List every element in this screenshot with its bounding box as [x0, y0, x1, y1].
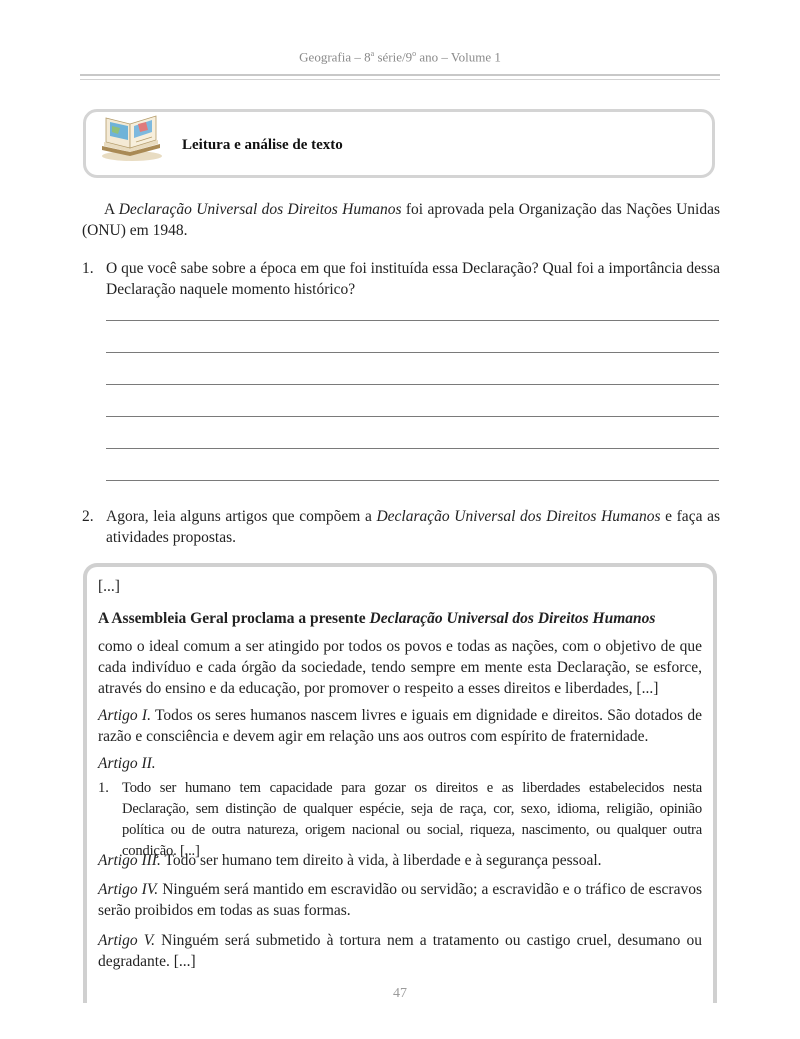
running-head-text: Geografia – 8: [299, 49, 371, 65]
article-3: Artigo III. Todo ser humano tem direito à vida, à liberdade e à segurança pessoal.: [98, 852, 602, 869]
question-number: 2.: [82, 508, 94, 525]
page-number: 47: [393, 986, 407, 1001]
header-rule: [80, 74, 720, 76]
article-1: Artigo I. Todos os seres humanos nascem livres e iguais em dignidade e direitos. São dotados de razão e consciência e devem agir em relação uns aos outros com espírito de fraternidade.: [98, 707, 702, 745]
article-label: Artigo IV.: [98, 881, 159, 898]
excerpt-heading: A Assembleia Geral proclama a presente Declaração Universal dos Direitos Humanos: [98, 610, 656, 627]
article-label: Artigo III.: [98, 852, 161, 869]
excerpt-ellipsis: [...]: [98, 578, 120, 595]
section-title: Leitura e análise de texto: [182, 137, 343, 153]
running-head: [0, 49, 800, 65]
question-2: [82, 506, 720, 548]
article-2-label: Artigo II.: [98, 755, 156, 772]
answer-line[interactable]: [106, 448, 719, 449]
declaration-title: Declaração Universal dos Direitos Humanos: [376, 508, 661, 525]
running-head-text: ano – Volume 1: [416, 49, 501, 65]
article-label: Artigo I.: [98, 707, 151, 724]
answer-line[interactable]: [106, 416, 719, 417]
question-number: 1.: [82, 260, 94, 277]
article-4: Artigo IV. Ninguém será mantido em escravidão ou servidão; a escravidão e o tráfico de escravos serão proibidos em todas as suas formas.: [98, 881, 702, 919]
question-text: Agora, leia alguns artigos que compõem a Declaração Universal dos Direitos Humanos e faça as atividades propostas.: [106, 508, 720, 546]
answer-line[interactable]: [106, 384, 719, 385]
header-rule-thin: [80, 79, 720, 80]
question-text: O que você sabe sobre a época em que foi instituída essa Declaração? Qual foi a importância dessa Declaração naquele momento histórico?: [106, 260, 720, 298]
section-header-box: [83, 109, 715, 178]
open-book-icon: [96, 106, 166, 164]
article-5: Artigo V. Ninguém será submetido à tortura nem a tratamento ou castigo cruel, desumano ou degradante. [...]: [98, 932, 702, 970]
running-head-text: série/9: [374, 49, 413, 65]
answer-line[interactable]: [106, 480, 719, 481]
answer-line[interactable]: [106, 352, 719, 353]
item-text: Todo ser humano tem capacidade para gozar os direitos e as liberdades estabelecidos nesta Declaração, sem distinção de qualquer espécie, seja de raça, cor, sexo, idioma, religião, opinião política ou de outra natureza, origem nacional ou social, riqueza, nascimento, ou qualquer outra condição. [...]: [122, 780, 702, 859]
article-label: Artigo V.: [98, 932, 156, 949]
ordinal-superscript: a: [370, 49, 375, 58]
answer-line[interactable]: [106, 320, 719, 321]
question-1: [82, 258, 720, 300]
ordinal-superscript: o: [412, 49, 417, 58]
intro-paragraph: A Declaração Universal dos Direitos Humanos foi aprovada pela Organização das Nações Unidas (ONU) em 1948.: [82, 201, 720, 239]
excerpt-preamble: como o ideal comum a ser atingido por todos os povos e todas as nações, com o objetivo de que cada indivíduo e cada órgão da sociedade, tendo sempre em mente esta Declaração, se esforce, através do ensino e da educação, por promover o respeito a esses direitos e liberdades, [...]: [98, 638, 702, 697]
item-number: 1.: [98, 780, 109, 796]
declaration-title: Declaração Universal dos Direitos Humanos: [118, 201, 402, 218]
